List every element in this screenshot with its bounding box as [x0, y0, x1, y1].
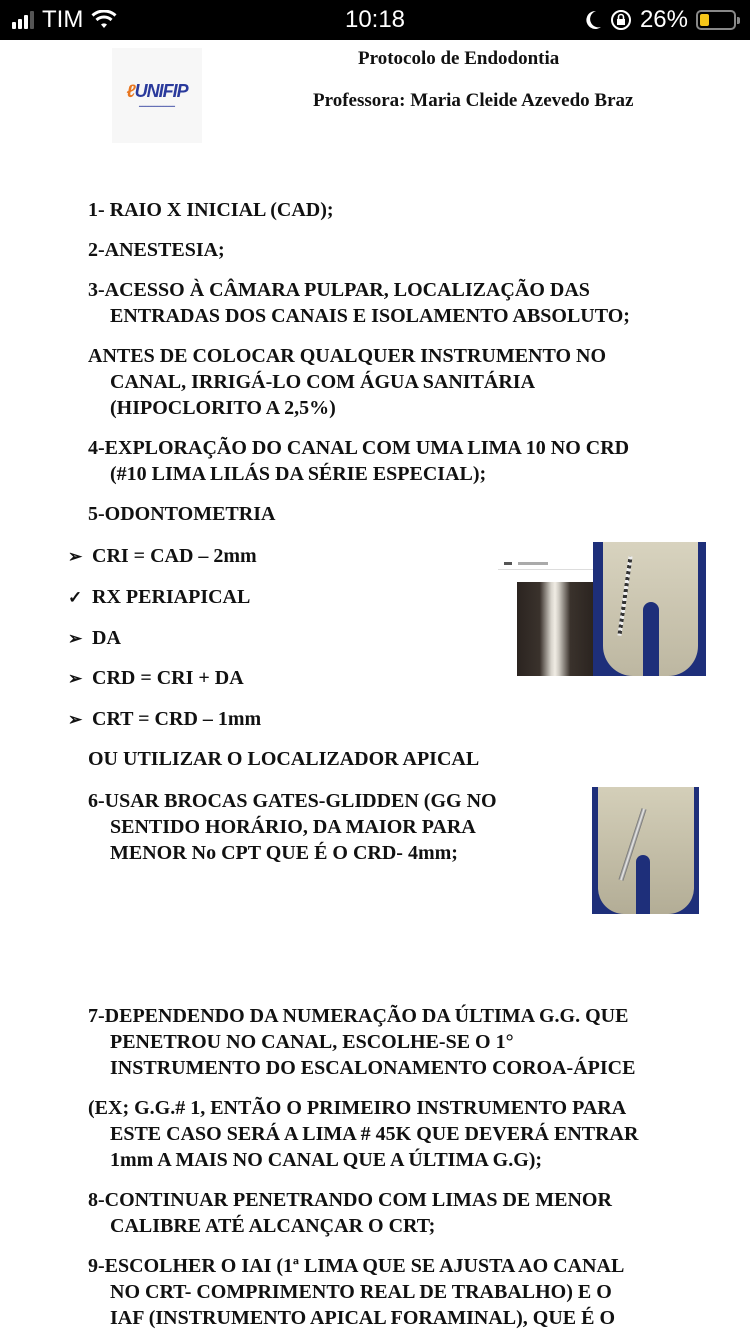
bullet-da: ➢ DA [68, 627, 121, 649]
apical-locator-note: OU UTILIZAR O LOCALIZADOR APICAL [88, 748, 480, 770]
step-9: 9-ESCOLHER O IAI (1ª LIMA QUE SE AJUSTA AO CANAL NO CRT- COMPRIMENTO REAL DE TRABALHO) E O IAF (INSTRUMENTO APICAL FORAMINAL), QUE É O [88, 1255, 625, 1329]
battery-percent: 26% [639, 6, 688, 33]
carrier-name: TIM [42, 6, 84, 33]
clock: 10:18 [344, 6, 406, 33]
step-1: 1- RAIO X INICIAL (CAD); [88, 199, 334, 221]
step-6: 6-USAR BROCAS GATES-GLIDDEN (GG NO SENTIDO HORÁRIO, DA MAIOR PARA MENOR No CPT QUE É O CRD- 4mm; [88, 790, 497, 864]
step-4: 4-EXPLORAÇÃO DO CANAL COM UMA LIMA 10 NO CRD (#10 LIMA LILÁS DA SÉRIE ESPECIAL); [88, 437, 630, 485]
bullet-crd: ➢ CRD = CRI + DA [68, 667, 244, 689]
document-title: Protocolo de Endodontia [358, 48, 560, 69]
status-bar [0, 0, 750, 40]
moon-icon [584, 10, 602, 30]
gates-glidden-photo [592, 787, 699, 914]
tooth-file-photo [593, 542, 706, 676]
example-note: (EX; G.G.# 1, ENTÃO O PRIMEIRO INSTRUMENTO PARA ESTE CASO SERÁ A LIMA # 45K QUE DEVERÁ ENTRAR 1mm A MAIS NO CANAL QUE A ÚLTIMA G.G); [88, 1097, 639, 1171]
radiograph-image [517, 582, 593, 676]
odontometry-figure [498, 542, 706, 676]
step-7: 7-DEPENDENDO DA NUMERAÇÃO DA ÚLTIMA G.G. QUE PENETROU NO CANAL, ESCOLHE-SE O 1° INSTRUMENTO DO ESCALONAMENTO COROA-ÁPICE [88, 1005, 636, 1079]
step-3: 3-ACESSO À CÂMARA PULPAR, LOCALIZAÇÃO DAS ENTRADAS DOS CANAIS E ISOLAMENTO ABSOLUTO; [88, 279, 630, 327]
step-5: 5-ODONTOMETRIA [88, 503, 276, 525]
rotation-lock-icon [610, 9, 632, 31]
step-8: 8-CONTINUAR PENETRANDO COM LIMAS DE MENOR CALIBRE ATÉ ALCANÇAR O CRT; [88, 1189, 612, 1237]
bullet-rx-periapical: ✓ RX PERIAPICAL [68, 586, 251, 608]
bullet-crt: ➢ CRT = CRD – 1mm [68, 708, 262, 730]
professor-name: Professora: Maria Cleide Azevedo Braz [313, 90, 634, 111]
unifip-logo: ℓUNIFIP ━━━━━━━━━━━━ [112, 48, 202, 143]
step-2: 2-ANESTESIA; [88, 239, 225, 261]
battery-icon [696, 10, 736, 30]
bullet-cri: ➢ CRI = CAD – 2mm [68, 545, 257, 567]
irrigation-note: ANTES DE COLOCAR QUALQUER INSTRUMENTO NO CANAL, IRRIGÁ-LO COM ÁGUA SANITÁRIA (HIPOCLORITO A 2,5%) [88, 345, 607, 419]
